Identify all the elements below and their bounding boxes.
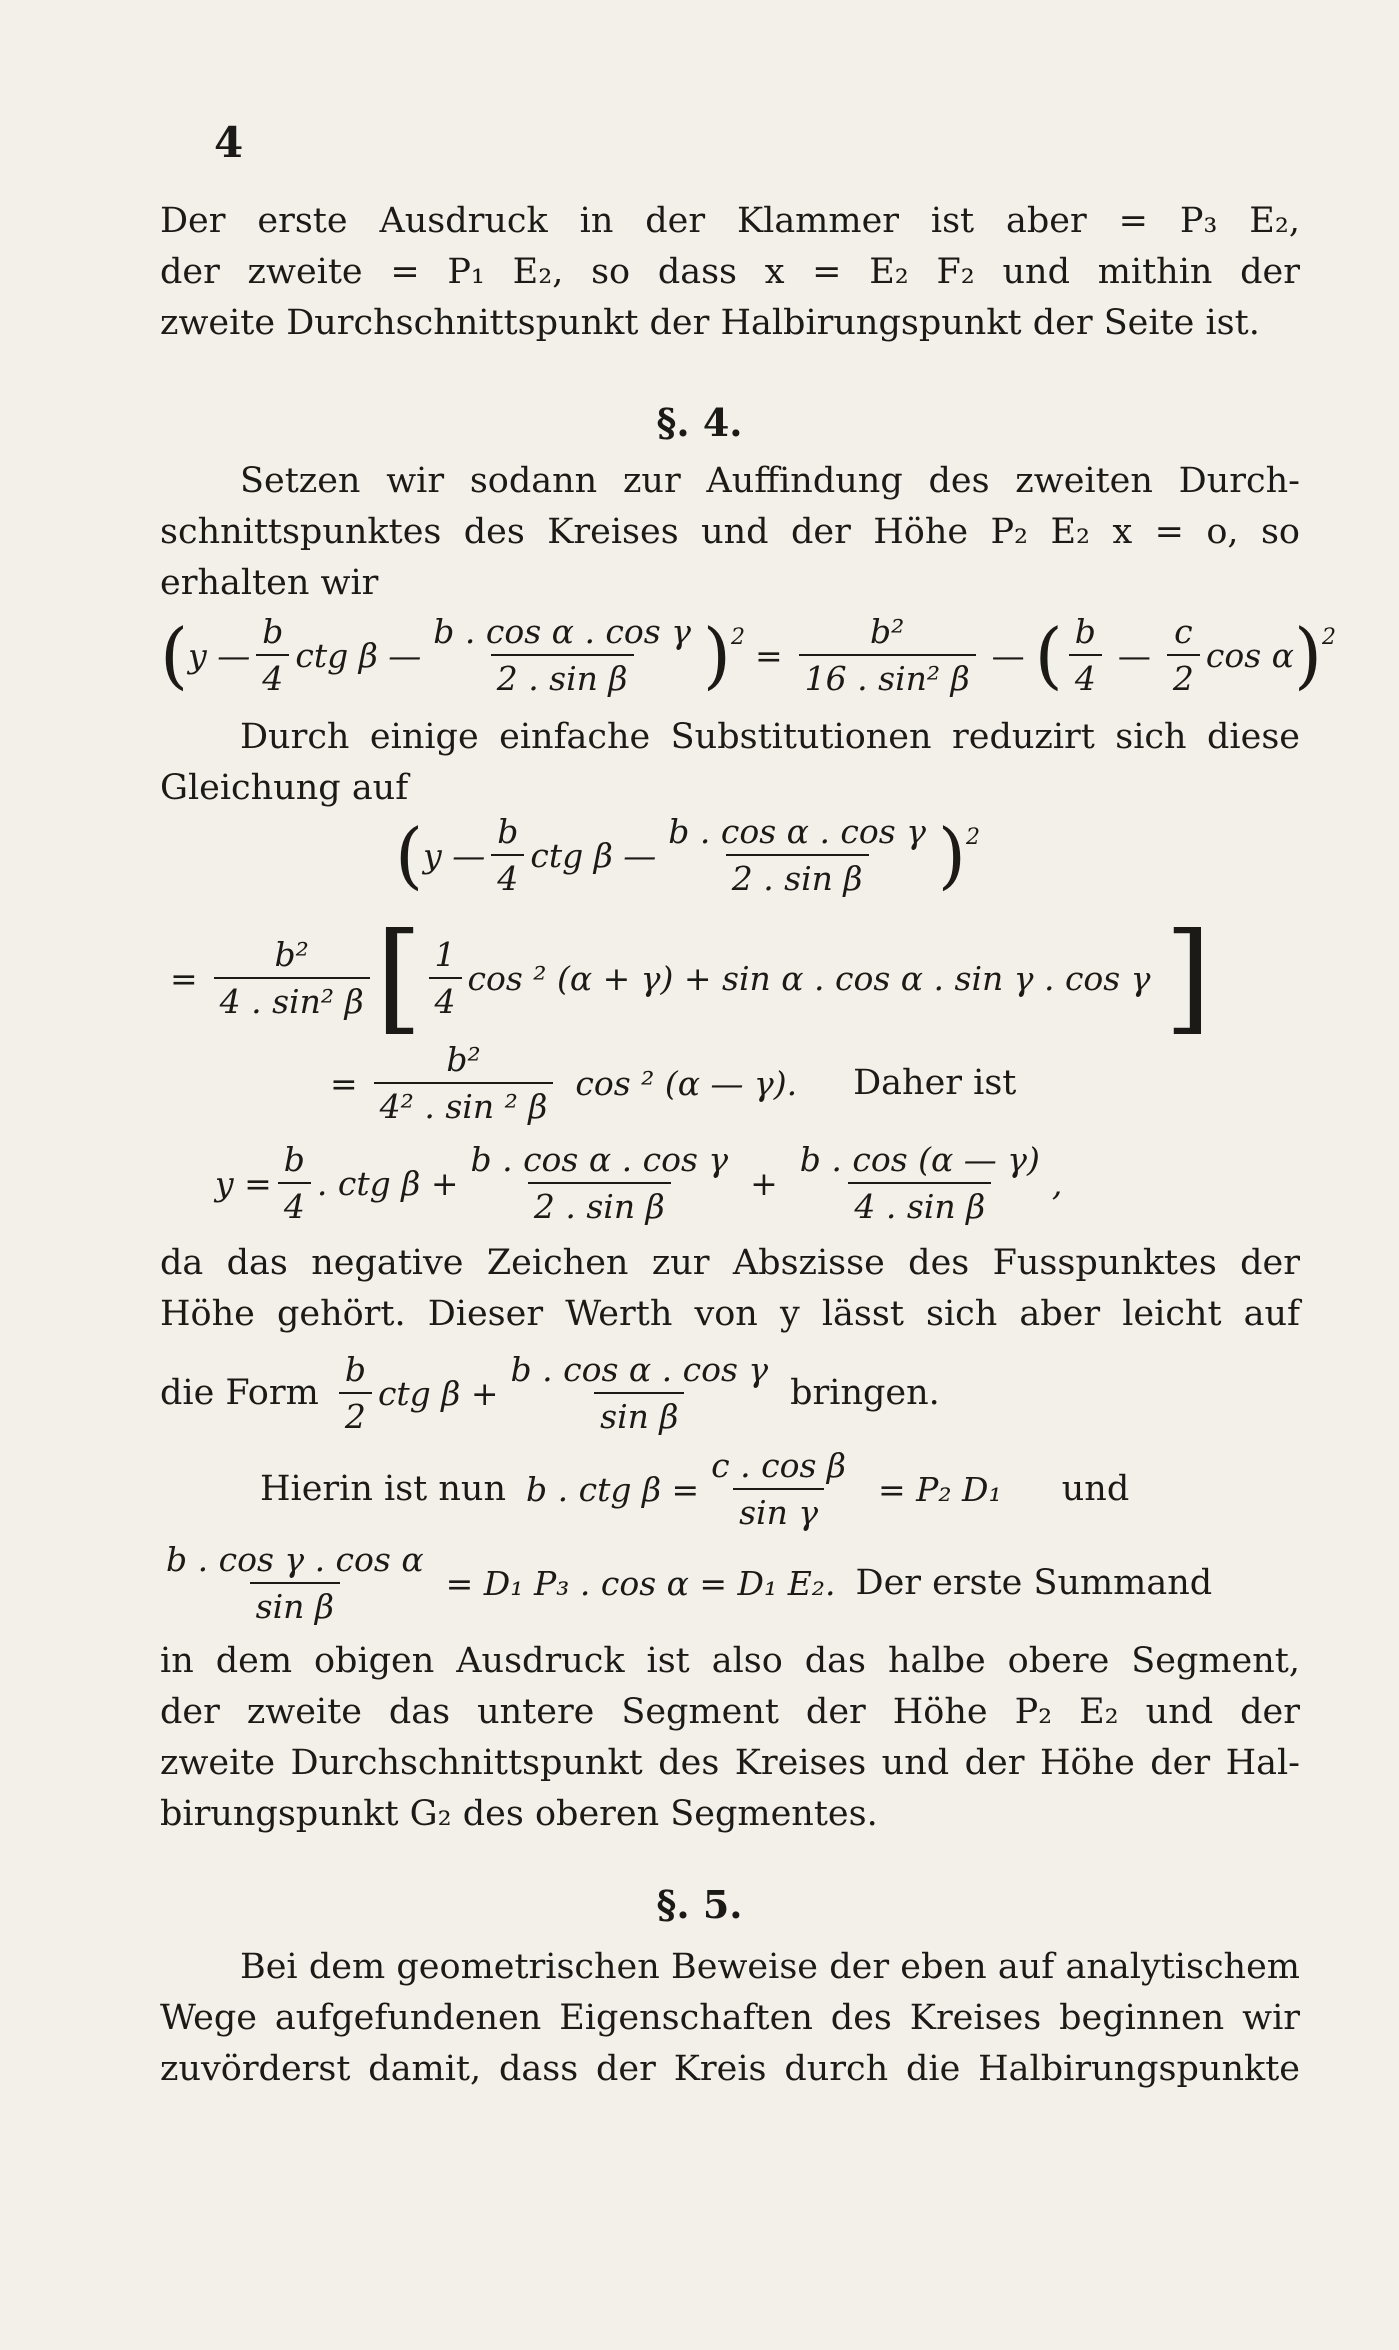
- paragraph-3: [160, 712, 1300, 814]
- book-page: 4 Der erste Ausdruck in der Klammer ist aber = P₃ E₂, der zweite = P₁ E₂, so dass x = E₂ F₂ und mithin der zweite Durchschnittspunkt der Halbirungspunkt der Seite ist. §. 4. Setzen wir sodann zur Auffindung des zweiten Durch- schnittspunktes des Kreises und der Höhe P₂ E₂ x = o, so erhalten wir ( y — $\frac{b}{4}$ ctg β — $\frac{\text{b . cos α . cos γ}}{\text{2 . sin β}}$ ) 2 = $\frac{\text{b²}}{\text{16 . sin² β}}$ — ( $\frac{b}{4}$ — $\frac{c}{2}$ cos α ) 2 Durch einige einfache Substitutionen reduzirt sich diese Gleichung auf ( y — $\frac{b}{4}$ ctg β — $\frac{\text{b . cos α . cos γ}}{\text{2 . sin β}}$ ) 2 = $\frac{\text{b²}}{\text{4 . sin² β}}$ [ $\frac{1}{4}$ cos ² (α + γ) + sin α . cos α . sin γ . cos γ ] = $\frac{\text{b²}}{\text{4² . sin ² β}}$ cos ² (α — γ). Daher ist y = $\frac{b}{4}$ . ctg β + $\frac{\text{b . cos α . cos γ}}{\text{2 . sin β}}$ + $\frac{b . \cos (\alpha — \gamma)}{\text{4 . sin β}}$ , da das negative Zeichen zur Abszisse des Fusspunktes der Höhe gehört. Dieser Werth von y lässt sich aber leicht auf die Form $\frac{b}{2}$ ctg β + $\frac{\text{b . cos α . cos γ}}{\text{sin β}}$ bringen. Hierin ist nun b . ctg β = $\frac{\text{c . cos β}}{\text{sin γ}}$ = P₂ D₁ und $\frac{\text{b . cos γ . cos α}}{\text{sin β}}$ = D₁ P₃ . cos α = D₁ E₂. Der erste Summand in dem obigen Ausdruck ist also das halbe obere Segment, der zweite das untere Segment der Höhe P₂ E₂ und der zweite Durchschnittspunkt des Kreises und der Höhe der Hal- birungspunkt G₂ des oberen Segmentes. §. 5. Bei dem geometrischen Beweise der eben auf analytischem Wege aufgefundenen Eigenschaften des Kreises beginnen wir zuvörderst damit, dass der Kreis durch die Halbirungspunkte: [0, 0, 1399, 2350]
- paragraph-2: [160, 456, 1300, 609]
- text-line: da das negative Zeichen zur Abszisse des Fusspunktes der: [160, 1243, 1300, 1283]
- fraction: $\frac{c}{2}$: [1167, 612, 1200, 698]
- paragraph-6: [160, 1942, 1300, 2095]
- text-line: erhalten wir: [160, 563, 379, 603]
- equals-sign: =: [755, 635, 783, 675]
- text-line: zuvörderst damit, dass der Kreis durch die Halbirungspunkte: [160, 2049, 1300, 2089]
- eq-term: y —: [188, 635, 251, 675]
- paragraph-4: [160, 1238, 1300, 1340]
- eq-term: ctg β —: [295, 635, 422, 675]
- section-heading-4: §. 4.: [656, 400, 743, 445]
- text-line: birungspunkt G₂ des oberen Segmentes.: [160, 1794, 878, 1834]
- paragraph-5: [160, 1636, 1300, 1840]
- text-line: Der erste Ausdruck in der Klammer ist aber = P₃ E₂,: [160, 201, 1300, 241]
- paragraph-1: [160, 196, 1300, 349]
- text-line: Setzen wir sodann zur Auffindung des zweiten Durch-: [240, 461, 1300, 501]
- text-line: Durch einige einfache Substitutionen reduzirt sich diese: [240, 717, 1300, 757]
- fraction: $\frac{\text{b²}}{\text{16 . sin² β}}$: [799, 612, 976, 698]
- text-line: Wege aufgefundenen Eigenschaften des Kreises beginnen wir: [160, 1998, 1300, 2038]
- text-line: der zweite das untere Segment der Höhe P₂ E₂ und der: [160, 1692, 1300, 1732]
- fraction: $\frac{\text{b . cos α . cos γ}}{\text{2 . sin β}}$: [433, 612, 691, 698]
- fraction: $\frac{b}{4}$: [1069, 612, 1102, 698]
- text-line: in dem obigen Ausdruck ist also das halbe obere Segment,: [160, 1641, 1300, 1681]
- text-line: zweite Durchschnittspunkt der Halbirungspunkt der Seite ist.: [160, 303, 1260, 343]
- text-line: der zweite = P₁ E₂, so dass x = E₂ F₂ und mithin der: [160, 252, 1300, 292]
- text-line: Höhe gehört. Dieser Werth von y lässt sich aber leicht auf: [160, 1294, 1300, 1334]
- text-line: Bei dem geometrischen Beweise der eben auf analytischem: [240, 1947, 1300, 1987]
- text-line: Gleichung auf: [160, 768, 409, 808]
- page-number: 4: [214, 118, 244, 167]
- section-heading-5: §. 5.: [656, 1882, 743, 1927]
- fraction: $\frac{b}{4}$: [256, 612, 289, 698]
- text-line: zweite Durchschnittspunkt des Kreises und der Höhe der Hal-: [160, 1743, 1300, 1783]
- text-line: schnittspunktes des Kreises und der Höhe P₂ E₂ x = o, so: [160, 512, 1300, 552]
